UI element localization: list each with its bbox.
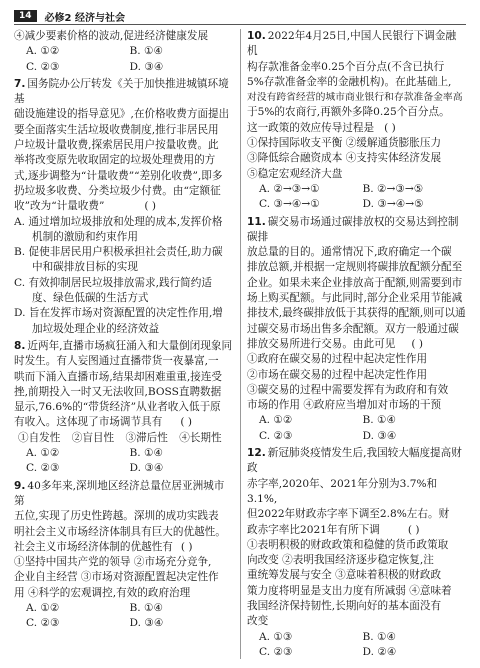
stem-line: 赤字率,2020年、2021年分别为3.7%和3.1%,: [247, 477, 438, 505]
answer-choices: [14, 446, 233, 477]
right-column: [247, 29, 466, 659]
stem-line: 近两年,直播市场疯狂涌入和大量倒闭现象同: [27, 339, 233, 352]
stem-line: 政赤字率比2021年有所下调: [247, 523, 380, 536]
statement-line: 企业自主经营 ③市场对资源配置起决定性作: [14, 571, 219, 584]
stem-line: 新冠肺炎疫情发生后,我国较大幅度提高财政: [247, 447, 462, 475]
statement-line: 我国经济保持韧性,长期向好的基本面没有: [247, 599, 442, 612]
answer-choices: [14, 44, 233, 75]
stem-line: 要全面落实生活垃圾收费制度,推行非居民用: [14, 123, 219, 136]
stem-line: 挫,前期投入一时又无法收回,BOSS直聘数据: [14, 385, 222, 398]
stem-line: 社会主义市场经济体制的优越性有: [14, 540, 173, 553]
stem-line: 构存款准备金率0.25个百分点(不含已执行: [247, 60, 445, 73]
stem-line: 式,逐步调整为“计量收费”“差别化收费”,即多: [14, 169, 223, 182]
page-header: [14, 8, 466, 25]
choice-a[interactable]: [14, 215, 233, 246]
statement-line: ③降低综合融资成本 ④支持实体经济发展: [247, 152, 442, 165]
stem-line: 5%存款准备金率的金融机构)。在此基础上,: [247, 75, 452, 88]
statement-line: 市场的作用 ④政府应当增加对市场的干预: [247, 399, 442, 412]
stem-line: 础设施建设的指导意见》,在价格收费方面提出: [14, 108, 230, 121]
statement-line: ①政府在碳交易的过程中起决定性作用: [247, 353, 428, 366]
choice-b[interactable]: B. ①④: [129, 601, 164, 614]
statement-3: ③滞后性: [125, 431, 168, 444]
stem-line: 但2022年财政赤字率下调至2.8%左右。财: [247, 508, 450, 521]
choice-d[interactable]: D. ②④: [362, 645, 397, 658]
choice-b[interactable]: B. ①④: [362, 414, 397, 427]
choice-text: 中和碳排放目标的实现: [32, 261, 138, 274]
statement-line: 改变: [247, 615, 269, 628]
choice-b[interactable]: B. ②→③→⑤: [362, 182, 424, 195]
choice-d[interactable]: D. ③→④→⑤: [362, 198, 424, 211]
stem-line: 显示,76.6%的“带货经济”从业者收入低于原: [14, 401, 221, 414]
question-11: [247, 215, 466, 444]
statement: ④减少要素价格的波动,促进经济健康发展: [14, 30, 209, 42]
choice-d[interactable]: D. ③④: [129, 617, 164, 630]
answer-blank[interactable]: ( ): [180, 540, 193, 553]
stem-line: 场上购买配额。与此同时,部分企业采用节能减: [247, 292, 463, 305]
left-column: [14, 29, 233, 659]
statement-line: 重统筹发展与安全 ③意味着积极的财政政: [247, 569, 442, 582]
page-number: 14: [14, 10, 37, 22]
choice-c[interactable]: [14, 276, 233, 307]
question-number: 7.: [14, 77, 26, 90]
choice-b[interactable]: B. ①④: [362, 630, 397, 643]
question-number: 8.: [14, 339, 26, 352]
statement-line: 向改变 ②表明我国经济逐步稳定恢复,注: [247, 554, 434, 567]
choice-text: A. 通过增加垃圾排放和处理的成本,发挥价格: [14, 215, 223, 228]
answer-blank[interactable]: ( ): [411, 337, 423, 350]
choice-a[interactable]: A. ①②: [26, 601, 60, 614]
choice-text: 度、绿色低碳的生活方式: [32, 292, 149, 305]
statement-line: 用 ④科学的宏观调控,有效的政府治理: [14, 586, 191, 599]
stem-line: 户垃圾计量收费,探索居民用户按量收费。此: [14, 139, 219, 152]
choice-c[interactable]: C. ②③: [26, 462, 60, 475]
choice-a[interactable]: A. ①②: [26, 45, 60, 58]
choice-a[interactable]: A. ①③: [259, 630, 293, 643]
stem-line: 企业。如果未来企业排放高于配额,则需要到市: [247, 276, 463, 289]
running-title: 必修2 经济与社会: [44, 12, 125, 24]
stem-line: 过碳交易市场出售多余配额。双方一般通过碳: [247, 322, 459, 335]
stem-line: 放总量的目的。通常情况下,政府确定一个碳: [247, 246, 452, 259]
choice-b[interactable]: B. ①④: [129, 447, 164, 460]
choice-a[interactable]: A. ①②: [259, 414, 293, 427]
answer-blank[interactable]: ( ): [180, 416, 192, 429]
statement-1: ①自发性: [18, 431, 61, 444]
answer-choices: [247, 182, 466, 213]
statement-4: ④长期性: [179, 431, 222, 444]
stem-line: 扔垃圾多收费、分类垃圾少付费。由“定额征: [14, 184, 221, 197]
stem-line: 碳交易市场通过碳排放权的交易达到控制碳排: [247, 215, 459, 243]
two-column-body: [14, 29, 466, 659]
stem-line: 时发生。有人妄图通过直播带货一夜暴富,一: [14, 355, 219, 368]
answer-choices: [14, 601, 233, 632]
stem-line: 五位,实现了历史性跨越。深圳的成功实践表: [14, 510, 219, 523]
question-number: 9.: [14, 479, 26, 492]
choice-text: 机制的激励和约束作用: [32, 230, 138, 243]
choice-b[interactable]: B. ①④: [129, 45, 164, 58]
question-12: [247, 446, 466, 659]
statement-line: ②市场在碳交易的过程中起决定性作用: [247, 368, 428, 381]
choice-text: D. 旨在发挥市场对资源配置的决定性作用,增: [14, 307, 223, 320]
choice-text: C. 有效抑制居民垃圾排放需求,践行简约适: [14, 276, 212, 289]
stem-line: 对没有跨省经营的城市商业银行和存款准备金率高: [247, 92, 463, 104]
answer-blank[interactable]: ( ): [144, 200, 157, 213]
answer-blank[interactable]: ( ): [407, 523, 420, 536]
choice-d[interactable]: D. ③④: [362, 429, 397, 442]
stem-line: 举将改变原先收取固定的垃圾处理费用的方: [14, 154, 216, 167]
choice-a[interactable]: A. ②→③→①: [259, 182, 320, 195]
stem-line: 2022年4月25日,中国人民银行下调金融机: [247, 30, 457, 58]
choice-b[interactable]: [14, 245, 233, 276]
choice-text: B. 促使非居民用户积极承担社会责任,助力碳: [14, 246, 223, 259]
choice-c[interactable]: C. ②③: [26, 617, 60, 630]
stem-line: 于5%的农商行,再额外多降0.25个百分点。: [247, 106, 450, 119]
stem-line: 排技术,最终碳排放低于其获得的配额,则可以通: [247, 307, 466, 320]
statement-line: 策力度将明显是支出力度有所减弱 ④意味着: [247, 584, 452, 597]
stem-line: 有收入。这体现了市场调节具有: [14, 416, 163, 429]
choice-c[interactable]: C. ②③: [259, 645, 293, 658]
statement-line: ①坚持中国共产党的领导 ②市场充分竞争,: [14, 556, 212, 569]
choice-c[interactable]: C. ②③: [259, 429, 293, 442]
answer-blank[interactable]: ( ): [384, 121, 396, 134]
stem-line: 这一政策的效应传导过程是: [247, 121, 375, 134]
choice-d[interactable]: D. ③④: [129, 462, 164, 475]
choice-d[interactable]: [14, 306, 233, 337]
answer-choices: [247, 413, 466, 444]
question-number: 10.: [247, 30, 266, 42]
stem-line: 哄而下涌入直播市场,结果却困难重重,接连受: [14, 370, 223, 383]
choice-c[interactable]: C. ②③: [26, 60, 60, 73]
statement-line: ①表明积极的财政政策和稳健的货币政策取: [247, 538, 449, 551]
question-9: [14, 479, 233, 632]
stem-line: 排放总额,并根据一定规则将碳排放配额分配至: [247, 261, 463, 274]
stem-line: 排放交易所进行交易。由此可见: [247, 337, 396, 350]
statements: [14, 431, 233, 446]
choice-c[interactable]: C. ③→④→①: [259, 198, 320, 211]
statement-line: ③碳交易的过程中需要发挥有为政府和有效: [247, 383, 449, 396]
question-10: [247, 29, 466, 213]
column-divider: [240, 29, 241, 659]
answer-choices: [247, 630, 466, 659]
stem-line: 收”改为“计量收费”: [14, 200, 105, 213]
choice-a[interactable]: A. ①②: [26, 447, 60, 460]
question-number: 12.: [247, 447, 266, 460]
statement-line: ⑤稳定宏观经济大盘: [247, 167, 343, 180]
stem-line: 国务院办公厅转发《关于加快推进城镇环境基: [14, 77, 229, 106]
choice-d[interactable]: D. ③④: [129, 60, 164, 73]
statement-2: ②盲目性: [71, 431, 115, 444]
stem-line: 明社会主义市场经济体制具有巨大的优越性。: [14, 525, 226, 538]
question-7: [14, 77, 233, 337]
statement-line: ①保持国际收支平衡 ②缓解通货膨胀压力: [247, 137, 442, 150]
question-8: [14, 339, 233, 477]
question-6-tail: [14, 29, 233, 75]
choice-text: 加垃圾处理企业的经济效益: [32, 322, 160, 335]
question-number: 11.: [247, 215, 266, 228]
stem-line: 40多年来,深圳地区经济总量位居亚洲城市第: [14, 479, 225, 507]
